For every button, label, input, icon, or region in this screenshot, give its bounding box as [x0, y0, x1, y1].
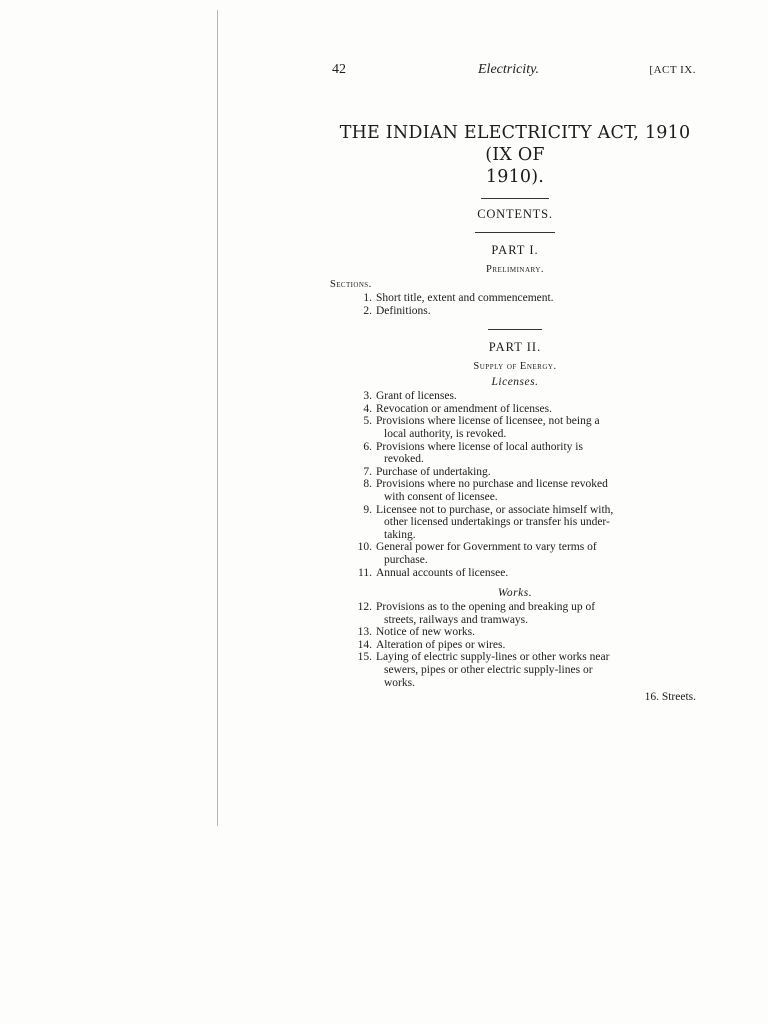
section-number: 11.	[358, 566, 372, 579]
section-number: 15.	[357, 651, 372, 664]
act-title	[330, 122, 700, 188]
section-text: Revocation or amendment of licenses.	[376, 402, 552, 415]
list-item	[330, 403, 700, 416]
document-page	[330, 58, 700, 703]
section-number: 4.	[363, 402, 372, 415]
list-item	[330, 305, 700, 318]
list-item	[330, 478, 700, 503]
part-2-subheading: Supply of Energy.	[473, 361, 557, 373]
part-1-section-list	[330, 292, 700, 317]
section-text: Purchase of undertaking.	[376, 465, 491, 478]
section-text: Provisions where license of licensee, not being a	[376, 415, 600, 428]
section-number: 8.	[363, 478, 372, 491]
section-text: Notice of new works.	[376, 626, 476, 639]
section-text-continuation: purchase.	[384, 553, 428, 566]
list-item	[330, 639, 700, 652]
section-number: 3.	[363, 390, 372, 403]
title-rule	[481, 198, 549, 199]
section-number: 14.	[357, 638, 372, 651]
running-title: Electricity.	[478, 62, 540, 77]
section-number: 6.	[363, 440, 372, 453]
part-1-subheading: Preliminary.	[485, 264, 545, 275]
section-number: 9.	[363, 503, 372, 516]
list-item	[330, 529, 700, 542]
section-text-continuation: sewers, pipes or other electric supply-lines or	[384, 664, 593, 677]
list-item	[330, 390, 700, 403]
part-1-heading: PART I.	[491, 243, 539, 257]
section-text: Laying of electric supply-lines or other works near	[376, 651, 610, 664]
section-text-continuation: taking.	[384, 528, 416, 541]
part-divider-rule	[488, 329, 542, 330]
section-number: 7.	[363, 465, 372, 478]
licenses-heading: Licenses.	[491, 376, 539, 389]
list-item	[330, 504, 700, 529]
list-item	[330, 441, 700, 466]
section-text-continuation: streets, railways and tramways.	[384, 613, 529, 626]
act-reference: [ACT IX.	[649, 64, 696, 76]
section-text: Short title, extent and commencement.	[376, 292, 554, 304]
section-text: Alteration of pipes or wires.	[376, 638, 506, 651]
list-item	[330, 541, 700, 566]
section-number: 10.	[357, 541, 372, 554]
list-item	[330, 292, 700, 305]
act-title-line-1: THE INDIAN ELECTRICITY ACT, 1910 (IX OF	[339, 123, 691, 165]
section-number: 13.	[357, 626, 372, 639]
section-text: Annual accounts of licensee.	[376, 566, 509, 579]
catchword: 16. Streets.	[644, 691, 696, 704]
section-text: Provisions where no purchase and license revoked	[376, 478, 608, 491]
list-item	[330, 677, 700, 690]
list-item	[330, 651, 700, 676]
works-section-list	[330, 601, 700, 689]
section-number: 12.	[357, 601, 372, 614]
contents-rule	[475, 232, 555, 233]
list-item	[330, 601, 700, 626]
running-header	[330, 58, 700, 82]
section-number: 5.	[363, 415, 372, 428]
contents-heading: CONTENTS.	[477, 207, 553, 221]
sections-label: Sections.	[330, 279, 372, 290]
section-number: 2.	[363, 304, 372, 317]
section-text: Definitions.	[376, 304, 431, 317]
section-text: Licensee not to purchase, or associate himself with,	[376, 503, 614, 516]
section-text: General power for Government to vary terms of	[376, 541, 597, 554]
section-number: 1.	[363, 292, 372, 304]
licenses-section-list	[330, 390, 700, 579]
list-item	[330, 626, 700, 639]
act-title-line-2: 1910).	[485, 167, 545, 187]
section-text-continuation: revoked.	[384, 453, 424, 466]
part-2-heading: PART II.	[488, 340, 542, 355]
section-text: Provisions as to the opening and breaking up of	[376, 601, 596, 614]
section-text-continuation: with consent of licensee.	[384, 490, 498, 503]
list-item	[330, 567, 700, 580]
section-text-continuation: local authority, is revoked.	[384, 427, 507, 440]
works-heading: Works.	[497, 587, 533, 600]
section-text-continuation: works.	[384, 676, 415, 689]
section-text-continuation: other licensed undertakings or transfer his under-	[384, 516, 610, 529]
section-text: Provisions where license of local authority is	[376, 440, 583, 453]
page-number: 42	[332, 62, 346, 77]
list-item	[330, 466, 700, 479]
page-binding-line	[217, 10, 218, 826]
list-item	[330, 415, 700, 440]
section-text: Grant of licenses.	[376, 390, 457, 403]
